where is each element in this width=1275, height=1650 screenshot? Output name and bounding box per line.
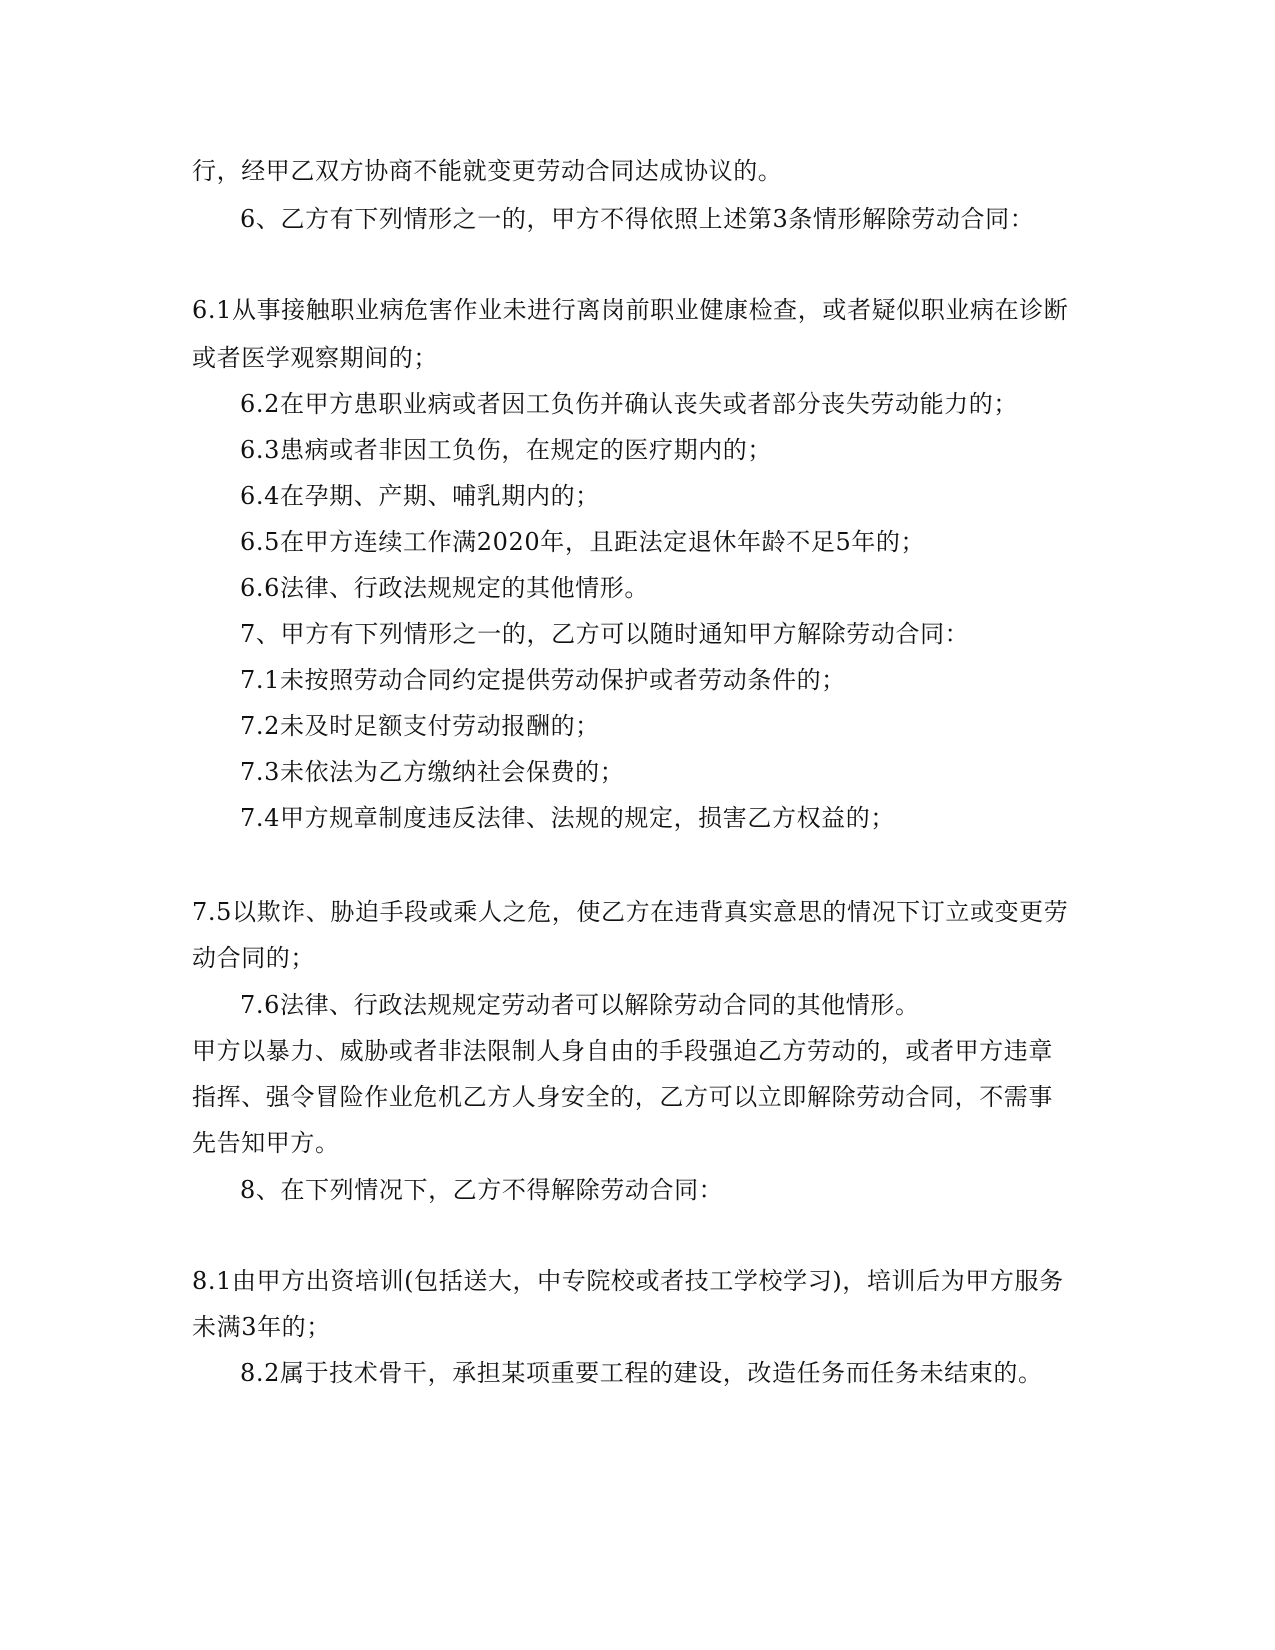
text-line: 8、在下列情况下，乙方不得解除劳动合同： <box>240 1176 724 1204</box>
text-line: 7、甲方有下列情形之一的，乙方可以随时通知甲方解除劳动合同： <box>240 620 970 648</box>
text-line: 7.2未及时足额支付劳动报酬的； <box>240 712 600 740</box>
text-line: 动合同的； <box>192 944 315 972</box>
text-line: 未满3年的； <box>192 1313 331 1341</box>
text-line: 7.4甲方规章制度违反法律、法规的规定，损害乙方权益的； <box>240 804 895 832</box>
text-line: 7.6法律、行政法规规定劳动者可以解除劳动合同的其他情形。 <box>240 991 920 1019</box>
text-line: 行，经甲乙双方协商不能就变更劳动合同达成协议的。 <box>192 157 783 185</box>
text-line: 先告知甲方。 <box>192 1129 340 1157</box>
text-line: 6.3患病或者非因工负伤，在规定的医疗期内的； <box>240 436 772 464</box>
text-line: 7.5以欺诈、胁迫手段或乘人之危，使乙方在违背真实意思的情况下订立或变更劳 <box>192 898 1069 926</box>
text-line: 8.2属于技术骨干，承担某项重要工程的建设，改造任务而任务未结束的。 <box>240 1359 1043 1387</box>
text-line: 7.3未依法为乙方缴纳社会保费的； <box>240 758 625 786</box>
text-line: 或者医学观察期间的； <box>192 344 438 372</box>
text-line: 6.2在甲方患职业病或者因工负伤并确认丧失或者部分丧失劳动能力的； <box>240 390 1018 418</box>
text-line: 甲方以暴力、威胁或者非法限制人身自由的手段强迫乙方劳动的，或者甲方违章 <box>192 1037 1053 1065</box>
text-line: 8.1由甲方出资培训(包括送大，中专院校或者技工学校学习)，培训后为甲方服务 <box>192 1267 1064 1295</box>
text-line: 6.4在孕期、产期、哺乳期内的； <box>240 482 600 510</box>
text-line: 6、乙方有下列情形之一的，甲方不得依照上述第3条情形解除劳动合同： <box>240 205 1035 233</box>
text-line: 6.1从事接触职业病危害作业未进行离岗前职业健康检查，或者疑似职业病在诊断 <box>192 296 1069 324</box>
text-line: 6.5在甲方连续工作满2020年，且距法定退休年龄不足5年的； <box>240 528 926 556</box>
text-line: 指挥、强令冒险作业危机乙方人身安全的，乙方可以立即解除劳动合同，不需事 <box>192 1083 1053 1111</box>
text-line: 7.1未按照劳动合同约定提供劳动保护或者劳动条件的； <box>240 666 846 694</box>
text-line: 6.6法律、行政法规规定的其他情形。 <box>240 574 649 602</box>
